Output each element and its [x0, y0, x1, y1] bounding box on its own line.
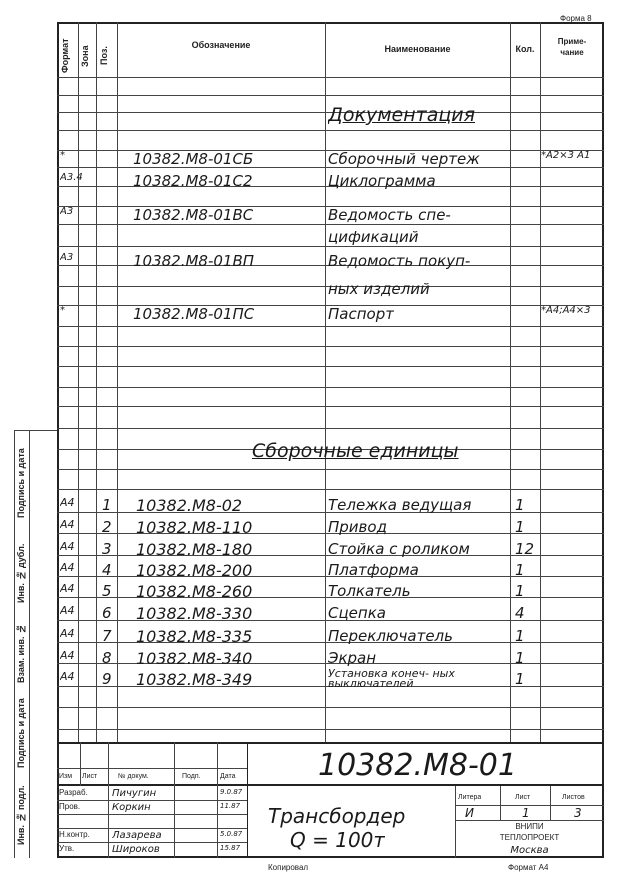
assembly-qty: 1: [515, 627, 525, 645]
assembly-name: Стойка с роликом: [328, 540, 470, 558]
assembly-designation: 10382.М8-349: [136, 670, 253, 689]
sheet-value: 1: [522, 806, 530, 820]
doc-name: Сборочный чертеж: [328, 150, 480, 168]
doc-format: А3: [60, 252, 74, 263]
title-doc-number: 10382.М8-01: [318, 748, 517, 783]
assembly-designation: 10382.М8-340: [136, 649, 253, 668]
assembly-designation: 10382.М8-260: [136, 582, 253, 601]
doc-designation: 10382.М8-01ВС: [133, 206, 254, 224]
org-line3: Москва: [510, 845, 549, 856]
doc-name: ных изделий: [328, 280, 430, 298]
doc-designation: 10382.М8-01СБ: [133, 150, 254, 168]
row-line: [57, 130, 604, 131]
doc-format: А3: [60, 206, 74, 217]
doc-format: *: [60, 150, 65, 161]
title-block-divider: [247, 742, 248, 858]
assembly-name: Переключатель: [328, 627, 453, 645]
doc-format: *: [60, 305, 65, 316]
assembly-qty: 1: [515, 649, 525, 667]
assembly-name: Толкатель: [328, 582, 411, 600]
assembly-pos: 8: [102, 649, 112, 667]
sheets-value: 3: [574, 806, 582, 820]
row-line: [57, 366, 604, 367]
assembly-name: Установка конеч- ных выключателей: [328, 669, 455, 689]
assembly-name: Тележка ведущая: [328, 496, 472, 514]
header-qty: Кол.: [515, 44, 535, 54]
doc-name: цификаций: [328, 228, 419, 246]
side-label: Взам. инв. №: [16, 623, 26, 683]
row-line: [57, 406, 604, 407]
assembly-format: А4: [60, 582, 75, 595]
assembly-format: А4: [60, 496, 75, 509]
side-label: Инв. № дубл.: [16, 543, 26, 603]
doc-name: Ведомость спе-: [328, 206, 451, 224]
assembly-pos: 6: [102, 604, 112, 622]
tb-person: Лазарева: [112, 830, 162, 841]
title-block-top: [57, 742, 604, 744]
assembly-qty: 1: [515, 670, 525, 688]
side-line: [14, 430, 57, 431]
assembly-designation: 10382.М8-335: [136, 627, 253, 646]
header-pos: Поз.: [99, 46, 109, 66]
tb-line: [57, 800, 247, 801]
tb-date: 5.0.87: [220, 830, 243, 838]
row-line: [57, 387, 604, 388]
doc-name: Циклограмма: [328, 172, 436, 190]
tb-line: [57, 842, 247, 843]
side-label: Подпись и дата: [16, 448, 26, 518]
org-line2: ТЕПЛОПРОЕКТ: [499, 833, 560, 842]
assembly-qty: 1: [515, 496, 525, 514]
assembly-format: А4: [60, 649, 75, 662]
tb-col-date: Дата: [220, 773, 236, 780]
side-label: Инв. № подл.: [16, 785, 26, 846]
assembly-qty: 12: [515, 540, 535, 558]
doc-format: А3.4: [60, 172, 83, 183]
row-line: [57, 489, 604, 490]
row-line: [57, 729, 604, 730]
tb-person: Пичугин: [112, 788, 157, 799]
sheet-label: Лист: [515, 794, 531, 801]
assembly-designation: 10382.М8-02: [136, 496, 243, 515]
assembly-name: Привод: [328, 518, 387, 536]
assembly-format: А4: [60, 627, 75, 640]
side-line: [29, 430, 30, 858]
product-spec: Q = 100т: [290, 828, 386, 852]
row-line: [57, 246, 604, 247]
header-note: Приме- чание: [557, 37, 587, 57]
product-name: Трансбордер: [268, 804, 406, 828]
section-documentation: Документация: [328, 104, 476, 126]
assembly-pos: 2: [102, 518, 112, 536]
doc-designation: 10382.М8-01С2: [133, 172, 253, 190]
tb-line: [57, 814, 247, 815]
doc-designation: 10382.М8-01ПС: [133, 305, 255, 323]
copied-label: Копировал: [268, 863, 309, 872]
assembly-qty: 1: [515, 561, 525, 579]
row-line: [57, 326, 604, 327]
tb-role: Разраб.: [59, 788, 88, 797]
tb-line: [57, 828, 247, 829]
tb-person: Широков: [112, 844, 160, 855]
tb-line: [57, 768, 247, 769]
tb-col: [80, 742, 81, 786]
tb-col: [500, 786, 501, 820]
header-zone: Зона: [80, 45, 90, 67]
doc-name: Ведомость покуп-: [328, 252, 471, 270]
tb-date: 9.0.87: [220, 788, 243, 796]
row-line: [57, 77, 604, 78]
tb-col-izm: Изм: [59, 773, 73, 780]
assembly-designation: 10382.М8-330: [136, 604, 253, 623]
header-designation: Обозначение: [191, 40, 251, 50]
litera-label: Литера: [458, 794, 482, 801]
tb-role: Н.контр.: [59, 830, 90, 839]
assembly-format: А4: [60, 518, 75, 531]
doc-note: *А4;А4×3: [541, 305, 591, 316]
doc-name: Паспорт: [328, 305, 394, 323]
section-assemblies: Сборочные единицы: [252, 440, 459, 462]
assembly-name: Платформа: [328, 561, 419, 579]
tb-col-sign: Подп.: [182, 773, 201, 780]
tb-line: [57, 784, 604, 786]
row-line: [57, 346, 604, 347]
assembly-pos: 3: [102, 540, 112, 558]
format-label: Формат А4: [508, 863, 549, 872]
sheets-label: Листов: [562, 794, 585, 801]
tb-person: Коркин: [112, 802, 151, 813]
assembly-designation: 10382.М8-110: [136, 518, 253, 537]
assembly-pos: 4: [102, 561, 112, 579]
form-label: Форма 8: [560, 14, 592, 23]
assembly-format: А4: [60, 670, 75, 683]
assembly-pos: 5: [102, 582, 112, 600]
assembly-pos: 1: [102, 496, 112, 514]
row-line: [57, 707, 604, 708]
assembly-name: Сцепка: [328, 604, 386, 622]
tb-date: 15.87: [220, 844, 241, 852]
side-line: [14, 430, 15, 858]
assembly-pos: 7: [102, 627, 112, 645]
assembly-designation: 10382.М8-200: [136, 561, 253, 580]
tb-col: [550, 786, 551, 820]
tb-line: [455, 820, 604, 821]
tb-col-doc: № докум.: [118, 773, 149, 780]
assembly-format: А4: [60, 561, 75, 574]
side-label: Подпись и дата: [16, 698, 26, 768]
tb-date: 11.87: [220, 802, 241, 810]
doc-note: *А2×3 А1: [541, 150, 591, 161]
assembly-designation: 10382.М8-180: [136, 540, 253, 559]
row-line: [57, 95, 604, 96]
assembly-qty: 4: [515, 604, 525, 622]
tb-role: Утв.: [59, 844, 75, 853]
assembly-qty: 1: [515, 582, 525, 600]
assembly-qty: 1: [515, 518, 525, 536]
header-name: Наименование: [384, 44, 451, 54]
tb-col-list: Лист: [82, 773, 98, 780]
doc-designation: 10382.М8-01ВП: [133, 252, 255, 270]
header-format: Формат: [60, 38, 70, 74]
assembly-format: А4: [60, 604, 75, 617]
tb-role: Пров.: [59, 802, 81, 811]
org-line1: ВНИПИ: [515, 822, 544, 831]
assembly-name: Экран: [328, 649, 377, 667]
assembly-pos: 9: [102, 670, 112, 688]
row-line: [57, 428, 604, 429]
litera-value: И: [465, 806, 474, 820]
row-line: [57, 469, 604, 470]
assembly-format: А4: [60, 540, 75, 553]
row-line: [57, 224, 604, 225]
